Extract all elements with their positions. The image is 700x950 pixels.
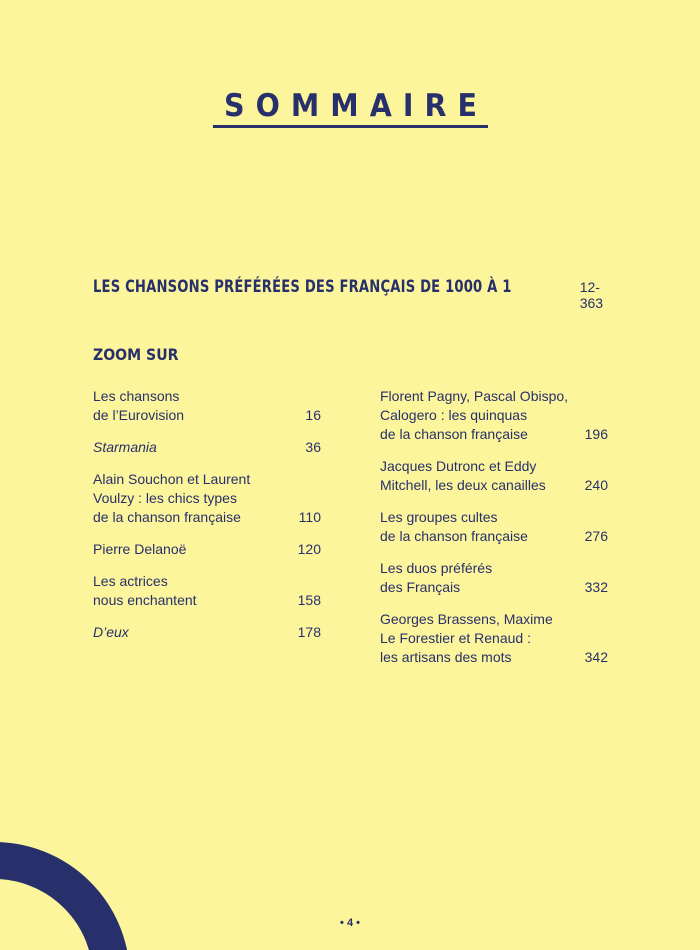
toc-entry[interactable] [93,470,321,527]
decorative-circle [0,842,130,950]
toc-entry[interactable] [380,508,608,546]
toc-entry-page: 36 [305,439,321,455]
main-entry-pages: 12-363 [579,279,604,311]
toc-entry[interactable] [93,387,321,425]
zoom-heading: ZOOM SUR [93,345,179,364]
toc-entry[interactable] [380,457,608,495]
toc-entry-page: 196 [584,426,608,442]
toc-entry-text: Jacques Dutronc et Eddy Mitchell, les deux canailles [380,458,546,493]
toc-entry-page: 276 [584,528,608,544]
toc-entry-text: Les groupes cultes de la chanson française [380,509,528,544]
toc-right-column [380,387,608,680]
toc-entry[interactable] [93,572,321,610]
toc-entry-page: 120 [297,541,321,557]
toc-entry-text: Alain Souchon et Laurent Voulzy : les chics types de la chanson française [93,471,251,525]
toc-entry[interactable] [93,623,321,642]
toc-left-column [93,387,321,655]
toc-entry[interactable] [93,438,321,457]
toc-entry[interactable] [380,387,608,444]
toc-entry-text: D’eux [93,624,129,640]
page-number: • 4 • [340,917,360,929]
toc-entry-page: 178 [297,624,321,640]
toc-entry[interactable] [380,559,608,597]
toc-entry-text: Pierre Delanoë [93,541,187,557]
toc-entry-text: Les actrices nous enchantent [93,573,197,608]
main-toc-entry[interactable] [93,277,613,311]
toc-entry-page: 332 [584,579,608,595]
toc-entry-page: 110 [298,509,321,525]
toc-entry-page: 16 [305,407,321,423]
page-title-wrapper [0,88,700,128]
toc-entry-text: Florent Pagny, Pascal Obispo, Calogero : les quinquas de la chanson française [380,388,569,442]
page-title: SOMMAIRE [212,88,487,128]
toc-entry-page: 240 [584,477,608,493]
toc-entry-page: 342 [584,649,608,665]
toc-entry-text: Starmania [93,439,157,455]
main-entry-label: LES CHANSONS PRÉFÉRÉES DES FRANÇAIS DE 1000 À 1 [93,277,512,297]
toc-entry-text: Georges Brassens, Maxime Le Forestier et Renaud : les artisans des mots [380,611,553,665]
toc-entry-text: Les duos préférés des Français [380,560,493,595]
toc-entry[interactable] [93,540,321,559]
toc-entry-text: Les chansons de l’Eurovision [93,388,185,423]
toc-entry-page: 158 [297,592,321,608]
toc-entry[interactable] [380,610,608,667]
